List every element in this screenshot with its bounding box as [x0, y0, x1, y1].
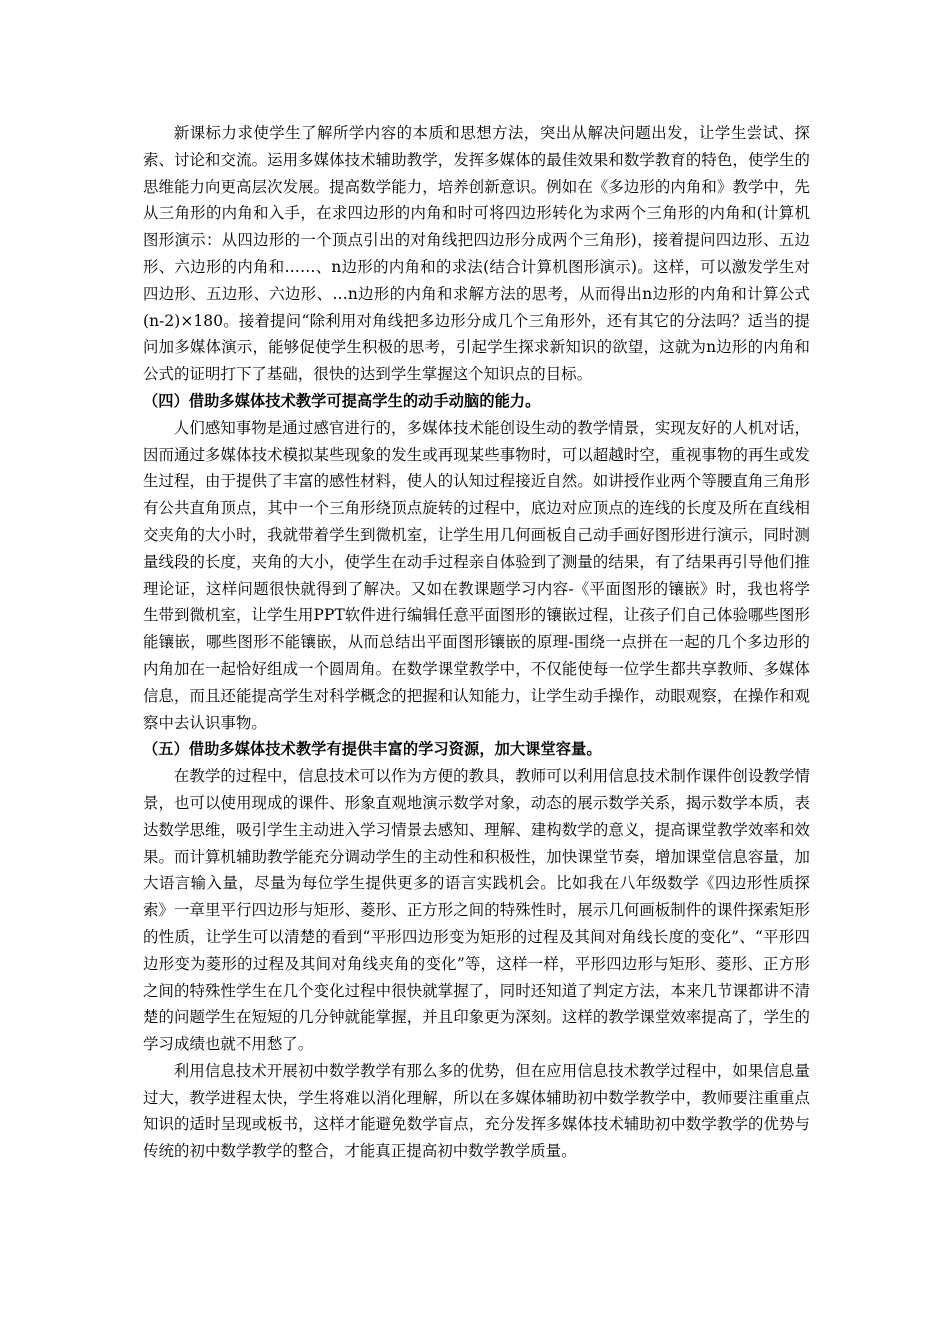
- paragraph-conclusion: 利用信息技术开展初中数学教学有那么多的优势，但在应用信息技术教学过程中，如果信息量过大，教学进程太快，学生将难以消化理解，所以在多媒体辅助初中数学教学中，教师要注重重点知识的适时呈现或板书，这样才能避免数学盲点，充分发挥多媒体技术辅助初中数学教学的优势与传统的初中数学教学的整合，才能真正提高初中数学教学质量。: [143, 1061, 810, 1161]
- paragraph-polygon-angles: 新课标力求使学生了解所学内容的本质和思想方法，突出从解决问题出发，让学生尝试、探索、讨论和交流。运用多媒体技术辅助教学，发挥多媒体的最佳效果和数学教育的特色，使学生的思维能力向更高层次发展。提高数学能力，培养创新意识。例如在《多边形的内角和》教学中，先从三角形的内角和入手，在求四边形的内角和时可将四边形转化为求两个三角形的内角和(计算机图形演示：从四边形的一个顶点引出的对角线把四边形分成两个三角形)，接着提问四边形、五边形、六边形的内角和……、n边形的内角和的求法(结合计算机图形演示)。这样，可以激发学生对四边形、五边形、六边形、…n边形的内角和求解方法的思考，从而得出n边形的内角和计算公式(n-2)×180。接着提问“除利用对角线把多边形分成几个三角形外，还有其它的分法吗？适当的提问加多媒体演示，能够促使学生积极的思考，引起学生探求新知识的欲望，这就为n边形的内角和公式的证明打下了基础，很快的达到学生掌握这个知识点的目标。: [143, 124, 810, 384]
- paragraph-resources: 在教学的过程中，信息技术可以作为方便的教具，教师可以利用信息技术制作课件创设教学情景，也可以使用现成的课件、形象直观地演示数学对象，动态的展示数学关系，揭示数学本质，表达数学思维，吸引学生主动进入学习情景去感知、理解、建构数学的意义，提高课堂教学效率和效果。而计算机辅助教学能充分调动学生的主动性和积极性，加快课堂节奏，增加课堂信息容量，加大语言输入量，尽量为每位学生提供更多的语言实践机会。比如我在八年级数学《四边形性质探索》一章里平行四边形与矩形、菱形、正方形之间的特殊性时，展示几何画板制件的课件探索矩形的性质，让学生可以清楚的看到“平形四边形变为矩形的过程及其间对角线长度的变化”、“平形四边形变为菱形的过程及其间对角线夹角的变化”等，这样一样，平形四边形与矩形、菱形、正方形之间的特殊性学生在几个变化过程中很快就掌握了，同时还知道了判定方法，本来几节课都讲不清楚的问题学生在短短的几分钟就能掌握，并且印象更为深刻。这样的教学课堂效率提高了，学生的学习成绩也就不用愁了。: [143, 767, 810, 1054]
- section-heading-4: （四）借助多媒体技术教学可提高学生的动手动脑的能力。: [143, 391, 541, 410]
- document-page: [143, 120, 810, 1165]
- section-heading-5: （五）借助多媒体技术教学有提供丰富的学习资源，加大课堂容量。: [143, 740, 602, 759]
- paragraph-hands-on: 人们感知事物是通过感官进行的，多媒体技术能创设生动的教学情景，实现友好的人机对话，因而通过多媒体技术模拟某些现象的发生或再现某些事物时，可以超越时空，重视事物的再生或发生过程，由于提供了丰富的感性材料，使人的认知过程接近自然。如讲授作业两个等腰直角三角形有公共直角顶点，其中一个三角形绕顶点旋转的过程中，底边对应顶点的连线的长度及所在直线相交夹角的大小时，我就带着学生到微机室，让学生用几何画板自己动手画好图形进行演示，同时测量线段的长度，夹角的大小，使学生在动手过程亲自体验到了测量的结果，有了结果再引导他们推理论证，这样问题很快就得到了解决。又如在教课题学习内容-《平面图形的镶嵌》时，我也将学生带到微机室，让学生用PPT软件进行编辑任意平面图形的镶嵌过程，让孩子们自己体验哪些图形能镶嵌，哪些图形不能镶嵌，从而总结出平面图形镶嵌的原理-围绕一点拼在一起的几个多边形的内角加在一起恰好组成一个圆周角。在数学课堂教学中，不仅能使每一位学生都共享教师、多媒体信息，而且还能提高学生对科学概念的把握和认知能力，让学生动手操作，动眼观察，在操作和观察中去认识事物。: [143, 418, 810, 732]
